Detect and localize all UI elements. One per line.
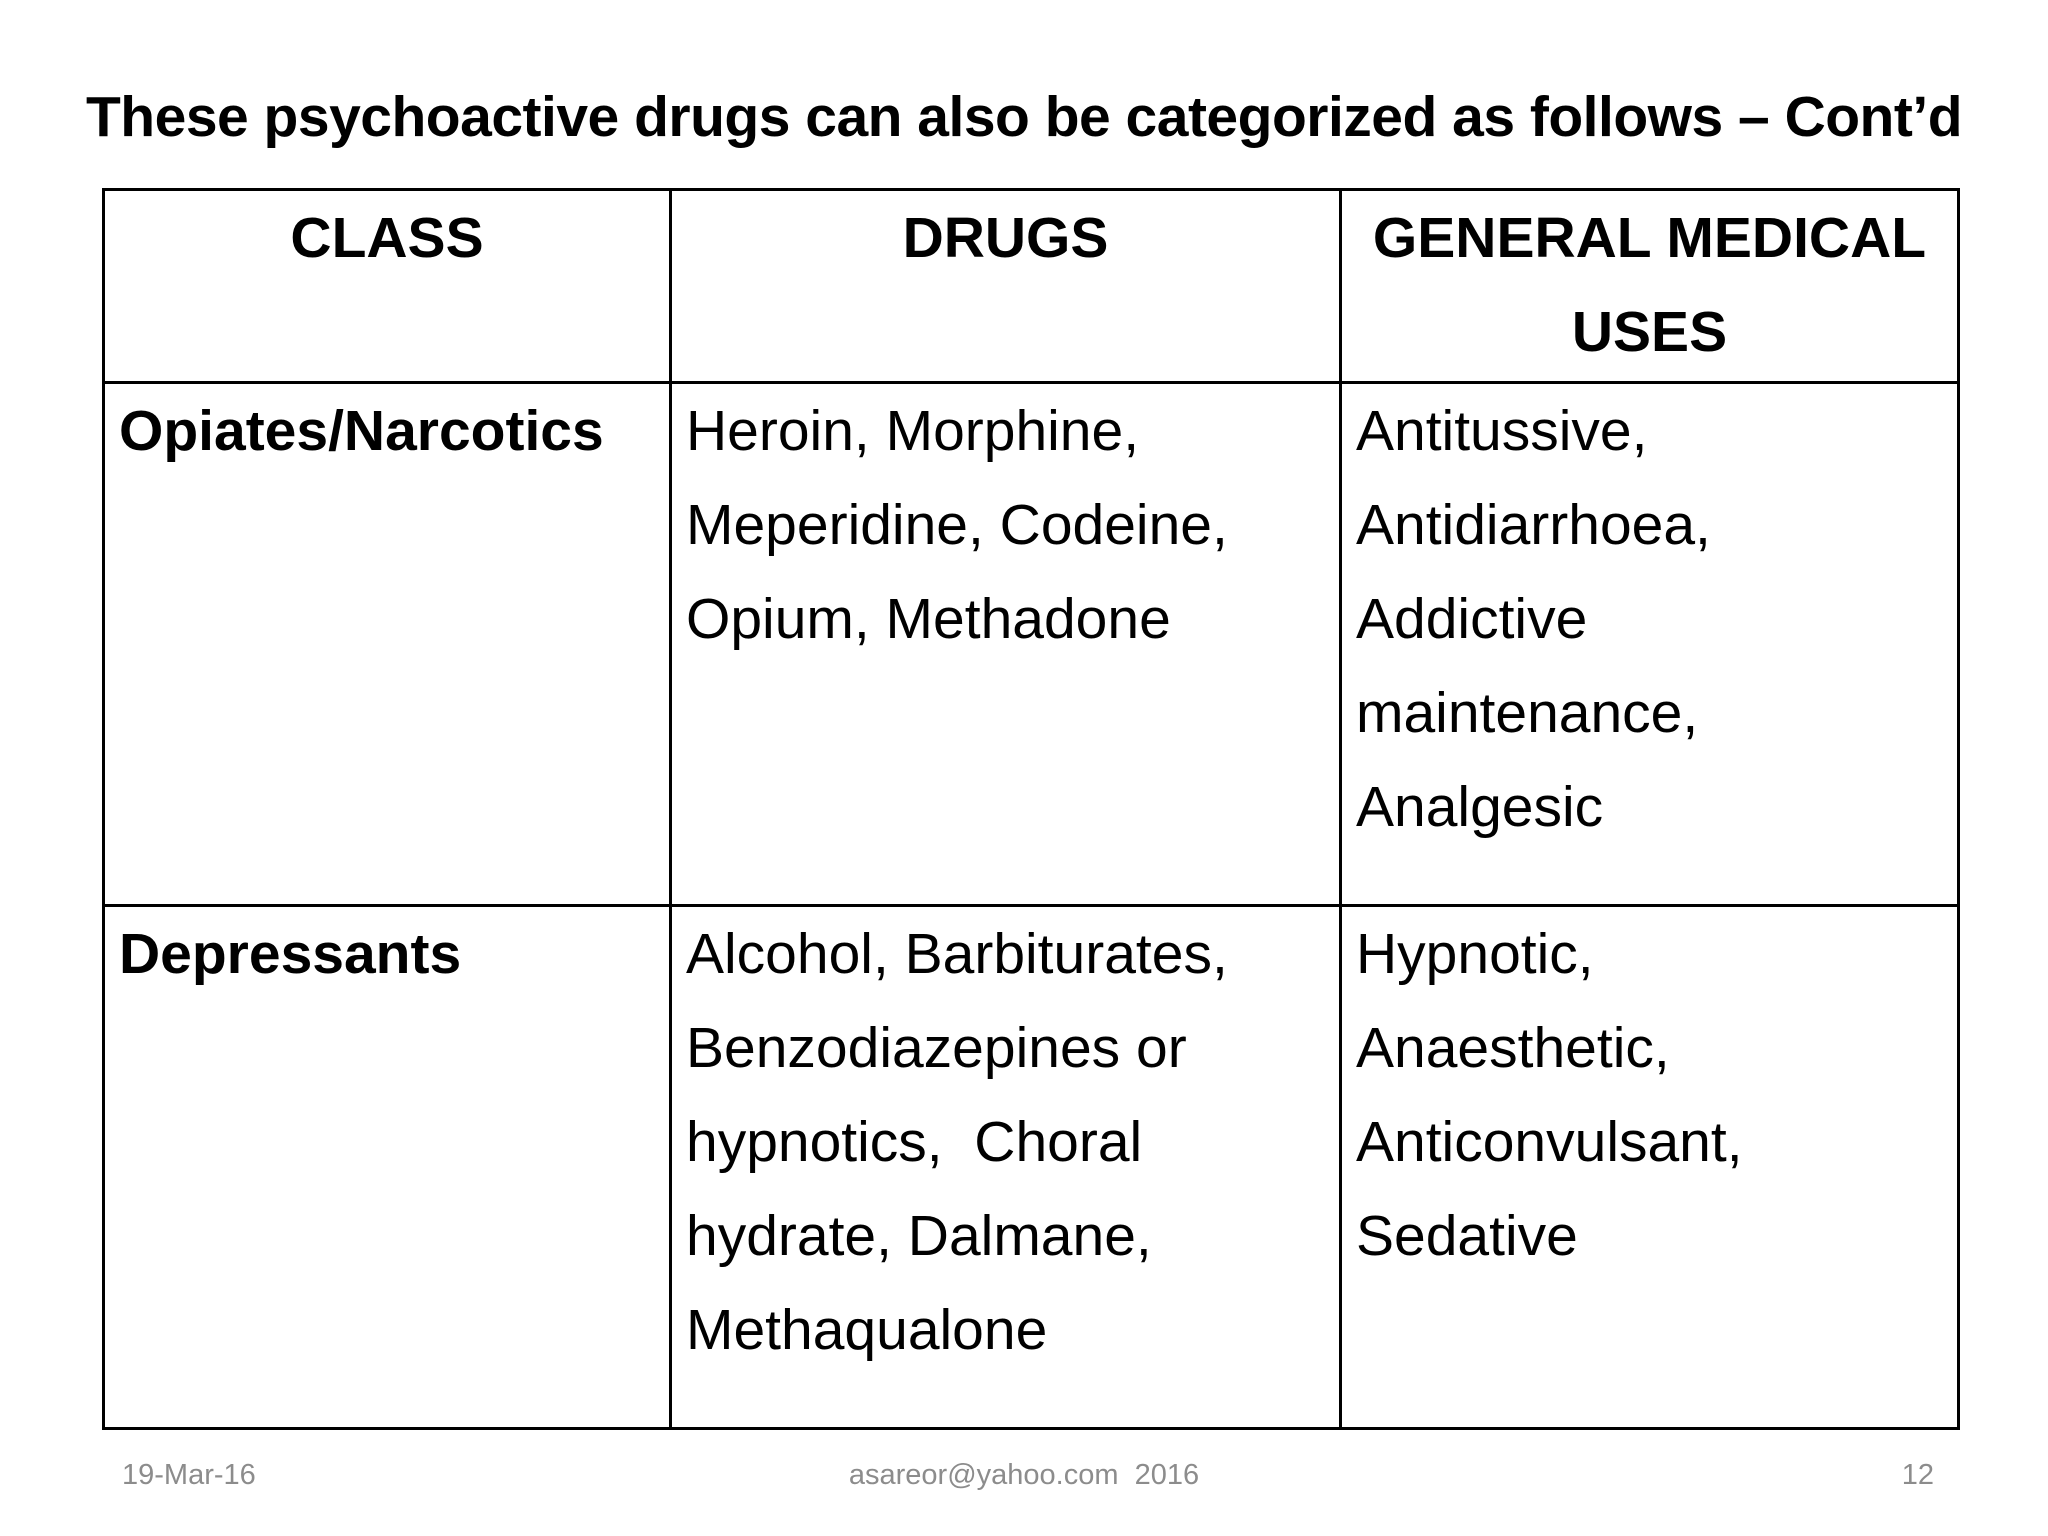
table-row: [104, 906, 1959, 1429]
uses-line: Analgesic: [1356, 775, 1604, 839]
uses-line: Addictive: [1356, 587, 1588, 651]
uses-line: Anticonvulsant,: [1356, 1110, 1743, 1174]
drugs-cell: [671, 383, 1341, 906]
header-class: [104, 190, 671, 383]
table-row: [104, 383, 1959, 906]
footer-date: 19-Mar-16: [122, 1459, 256, 1491]
drugs-line: hypnotics, Choral: [686, 1110, 1143, 1174]
header-drugs-label: DRUGS: [902, 206, 1109, 270]
header-uses-label-line1: GENERAL MEDICAL: [1372, 206, 1927, 270]
header-uses: [1341, 190, 1959, 383]
drugs-line: Heroin, Morphine,: [686, 399, 1140, 463]
drugs-line: Benzodiazepines or: [686, 1016, 1187, 1080]
class-cell: Depressants: [104, 906, 671, 1429]
footer-email: asareor@yahoo.com 2016: [848, 1459, 1200, 1491]
uses-cell: [1341, 906, 1959, 1429]
drugs-line: Methaqualone: [686, 1298, 1048, 1362]
uses-line: Antitussive,: [1356, 399, 1648, 463]
drugs-cell: [671, 906, 1341, 1429]
class-cell: Opiates/Narcotics: [104, 383, 671, 906]
uses-line: Sedative: [1356, 1204, 1578, 1268]
header-drugs: [671, 190, 1341, 383]
header-class-label: CLASS: [290, 206, 484, 270]
uses-line: Anaesthetic,: [1356, 1016, 1670, 1080]
drugs-line: Alcohol, Barbiturates,: [686, 922, 1228, 986]
drug-classification-table: [102, 188, 1960, 1430]
drugs-line: Opium, Methadone: [686, 587, 1171, 651]
drugs-line: hydrate, Dalmane,: [686, 1204, 1152, 1268]
table-header-row: [104, 190, 1959, 383]
drugs-line: Meperidine, Codeine,: [686, 493, 1228, 557]
uses-cell: [1341, 383, 1959, 906]
slide-title: These psychoactive drugs can also be categorized as follows – Cont’d: [85, 85, 1963, 149]
header-uses-label-line2: USES: [1571, 300, 1728, 364]
uses-line: Antidiarrhoea,: [1356, 493, 1711, 557]
uses-line: maintenance,: [1356, 681, 1699, 745]
uses-line: Hypnotic,: [1356, 922, 1594, 986]
footer-page-number: 12: [1901, 1459, 1934, 1491]
